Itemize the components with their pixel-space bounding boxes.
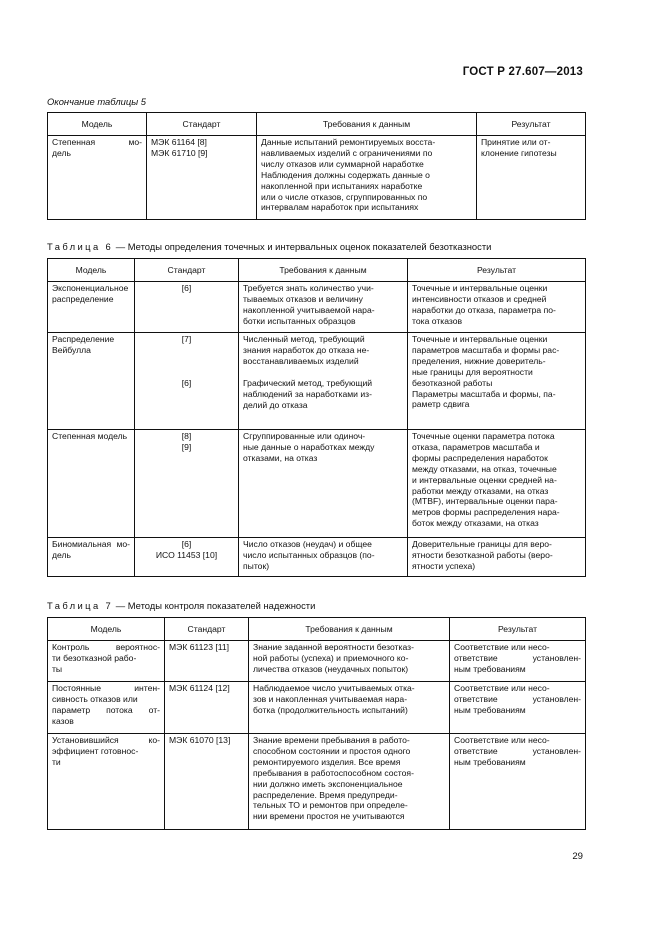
cell-model: Контроль вероятнос- ти безотказной рабо- ты	[48, 641, 165, 682]
cell-requirements: Данные испытаний ремонтируемых восста- навливаемых изделий с ограничениями по числу отказов или суммарной наработке Наблюдения должны содержать данные о накопленной при испытаниях наработке или о числе отказов, сгруппированных по интервалам наработок при испытаниях	[257, 136, 477, 220]
cell-standard: МЭК 61123 [11]	[165, 641, 249, 682]
document-header: ГОСТ Р 27.607—2013	[462, 66, 583, 78]
table5	[47, 112, 586, 220]
cell-result: Соответствие или несо- ответствие установлен- ным требованиям	[450, 734, 586, 830]
col-header-standard: Стандарт	[165, 618, 249, 641]
table-row	[48, 538, 586, 577]
table-row	[48, 136, 586, 220]
cell-model: Установившийся ко- эффициент готовнос- ти	[48, 734, 165, 830]
table6-header-row	[48, 259, 586, 282]
table5-header-row	[48, 113, 586, 136]
cell-standard: [6]	[135, 282, 239, 333]
col-header-standard: Стандарт	[147, 113, 257, 136]
table6-caption-label: Таблица 6	[47, 241, 114, 252]
table7-caption	[47, 600, 315, 611]
cell-standard: [6] ИСО 11453 [10]	[135, 538, 239, 577]
col-header-model: Модель	[48, 618, 165, 641]
cell-model: Постоянные интен- сивность отказов или параметр потока от- казов	[48, 682, 165, 734]
cell-requirements: Наблюдаемое число учитываемых отка- зов и накопленная учитываемая нара- ботка (продолжительность испытаний)	[249, 682, 450, 734]
col-header-model: Модель	[48, 113, 147, 136]
table-row	[48, 682, 586, 734]
cell-standard: [8] [9]	[135, 430, 239, 538]
cell-model: Степенная модель	[48, 430, 135, 538]
cell-model: Биномиальная мо- дель	[48, 538, 135, 577]
table7-header-row	[48, 618, 586, 641]
cell-requirements: Численный метод, требующий знания наработок до отказа не- восстанавливаемых изделий Графический метод, требующий наблюдений за наработками из- делий до отказа	[239, 333, 408, 430]
cell-model: Распределение Вейбулла	[48, 333, 135, 430]
cell-standard: МЭК 61124 [12]	[165, 682, 249, 734]
table7-caption-title: — Методы контроля показателей надежности	[113, 600, 316, 611]
table-row	[48, 641, 586, 682]
table-row	[48, 282, 586, 333]
col-header-result: Результат	[450, 618, 586, 641]
cell-result: Точечные и интервальные оценки параметров масштаба и формы рас- пределения, нижние доверитель- ные границы для вероятности безотказной работы Параметры масштаба и формы, па- раметр сдвига	[408, 333, 586, 430]
cell-result: Доверительные границы для веро- ятности безотказной работы (веро- ятности успеха)	[408, 538, 586, 577]
cell-result: Точечные и интервальные оценки интенсивности отказов и средней наработки до отказа, параметра по- тока отказов	[408, 282, 586, 333]
col-header-requirements: Требования к данным	[239, 259, 408, 282]
col-header-model: Модель	[48, 259, 135, 282]
col-header-result: Результат	[477, 113, 586, 136]
col-header-result: Результат	[408, 259, 586, 282]
table6	[47, 258, 586, 577]
page-number: 29	[572, 851, 583, 862]
cell-requirements: Число отказов (неудач) и общее число испытанных образцов (по- пыток)	[239, 538, 408, 577]
cell-result: Соответствие или несо- ответствие установлен- ным требованиям	[450, 641, 586, 682]
cell-standard: [7] [6]	[135, 333, 239, 430]
cell-standard: МЭК 61070 [13]	[165, 734, 249, 830]
table6-caption-title: — Методы определения точечных и интервальных оценок показателей безотказности	[113, 241, 492, 252]
cell-requirements: Знание заданной вероятности безотказ- ной работы (успеха) и приемочного ко- личества отказов (неудачных попыток)	[249, 641, 450, 682]
table7-caption-label: Таблица 7	[47, 600, 114, 611]
table-row	[48, 734, 586, 830]
cell-requirements: Требуется знать количество учи- тываемых отказов и величину накопленной учитываемой нара- ботки испытанных образцов	[239, 282, 408, 333]
cell-model: Экспоненциальное распределение	[48, 282, 135, 333]
cell-requirements: Сгруппированные или одиноч- ные данные о наработках между отказами, на отказ	[239, 430, 408, 538]
col-header-requirements: Требования к данным	[257, 113, 477, 136]
table6-caption	[47, 241, 491, 252]
table-row	[48, 430, 586, 538]
cell-result: Точечные оценки параметра потока отказа, параметров масштаба и формы распределения наработок между отказами, на отказ, точечные и интервальные оценки средней на- работки между отказами, на отказ (MTBF), интервальные оценки пара- метров формы распределения нара- боток между отказами, на отказ	[408, 430, 586, 538]
table5-caption: Окончание таблицы 5	[47, 96, 146, 107]
col-header-standard: Стандарт	[135, 259, 239, 282]
cell-requirements: Знание времени пребывания в работо- способном состоянии и простоя одного ремонтируемого изделия. Все время пребывания в работоспособном состоя- нии должно иметь экспоненциальное распределение. Время предупреди- тельных ТО и ремонтов при определе- нии времени простоя не учитываются	[249, 734, 450, 830]
col-header-requirements: Требования к данным	[249, 618, 450, 641]
cell-result: Соответствие или несо- ответствие установлен- ным требованиям	[450, 682, 586, 734]
cell-model: Степенная мо- дель	[48, 136, 147, 220]
table7	[47, 617, 586, 830]
cell-standard: МЭК 61164 [8] МЭК 61710 [9]	[147, 136, 257, 220]
cell-result: Принятие или от- клонение гипотезы	[477, 136, 586, 220]
table-row	[48, 333, 586, 430]
